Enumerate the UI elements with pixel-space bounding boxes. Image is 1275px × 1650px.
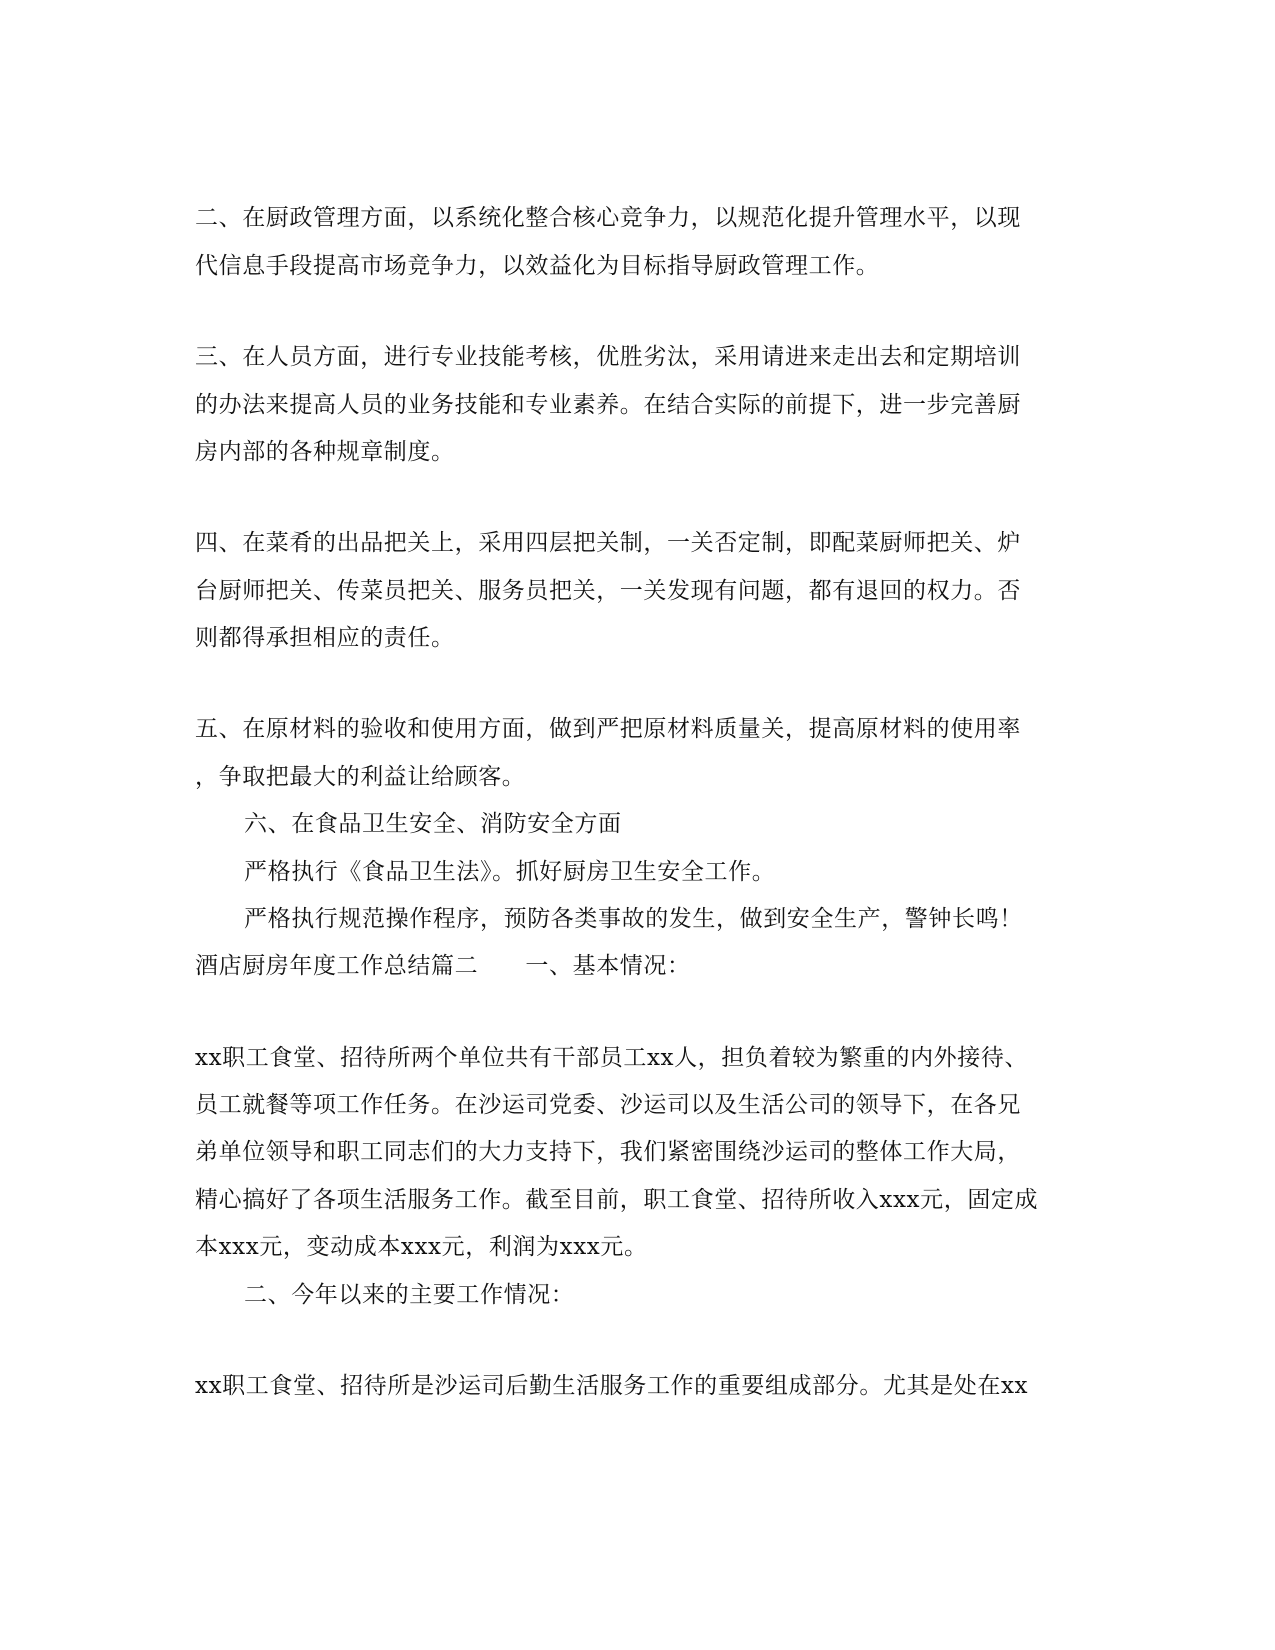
paragraph-6-line-2: 严格执行规范操作程序，预防各类事故的发生，做到安全生产，警钟长鸣！ [244,906,1023,932]
paragraph-6-heading: 六、在食品卫生安全、消防安全方面 [244,811,622,837]
paragraph-4-line-2: 台厨师把关、传菜员把关、服务员把关，一关发现有问题，都有退回的权力。否 [195,578,1021,604]
basic-info-line-3: 弟单位领导和职工同志们的大力支持下，我们紧密围绕沙运司的整体工作大局， [195,1139,1021,1165]
paragraph-3-line-3: 房内部的各种规章制度。 [195,439,455,465]
basic-info-line-1: xx职工食堂、招待所两个单位共有干部员工xx人，担负着较为繁重的内外接待、 [195,1045,1029,1071]
paragraph-4-line-1: 四、在菜肴的出品把关上，采用四层把关制，一关否定制，即配菜厨师把关、炉 [195,530,1021,556]
paragraph-5-line-2: ，争取把最大的利益让给顾客。 [195,764,526,790]
main-work-line-1: xx职工食堂、招待所是沙运司后勤生活服务工作的重要组成部分。尤其是处在xx [195,1373,1029,1399]
paragraph-2-line-2: 代信息手段提高市场竞争力，以效益化为目标指导厨政管理工作。 [195,253,880,279]
paragraph-2-line-1: 二、在厨政管理方面，以系统化整合核心竞争力，以规范化提升管理水平，以现 [195,205,1021,231]
paragraph-5-line-1: 五、在原材料的验收和使用方面，做到严把原材料质量关，提高原材料的使用率 [195,716,1021,742]
section-heading-part-two: 酒店厨房年度工作总结篇二 一、基本情况： [195,953,691,979]
basic-info-line-2: 员工就餐等项工作任务。在沙运司党委、沙运司以及生活公司的领导下，在各兄 [195,1092,1021,1118]
paragraph-3-line-2: 的办法来提高人员的业务技能和专业素养。在结合实际的前提下，进一步完善厨 [195,392,1021,418]
paragraph-3-line-1: 三、在人员方面，进行专业技能考核，优胜劣汰，采用请进来走出去和定期培训 [195,344,1021,370]
paragraph-4-line-3: 则都得承担相应的责任。 [195,625,455,651]
paragraph-6-line-1: 严格执行《食品卫生法》。抓好厨房卫生安全工作。 [244,859,776,885]
basic-info-line-5: 本xxx元，变动成本xxx元，利润为xxx元。 [195,1234,648,1260]
basic-info-line-4: 精心搞好了各项生活服务工作。截至目前，职工食堂、招待所收入xxx元，固定成 [195,1187,1039,1213]
main-work-heading: 二、今年以来的主要工作情况： [244,1282,575,1308]
